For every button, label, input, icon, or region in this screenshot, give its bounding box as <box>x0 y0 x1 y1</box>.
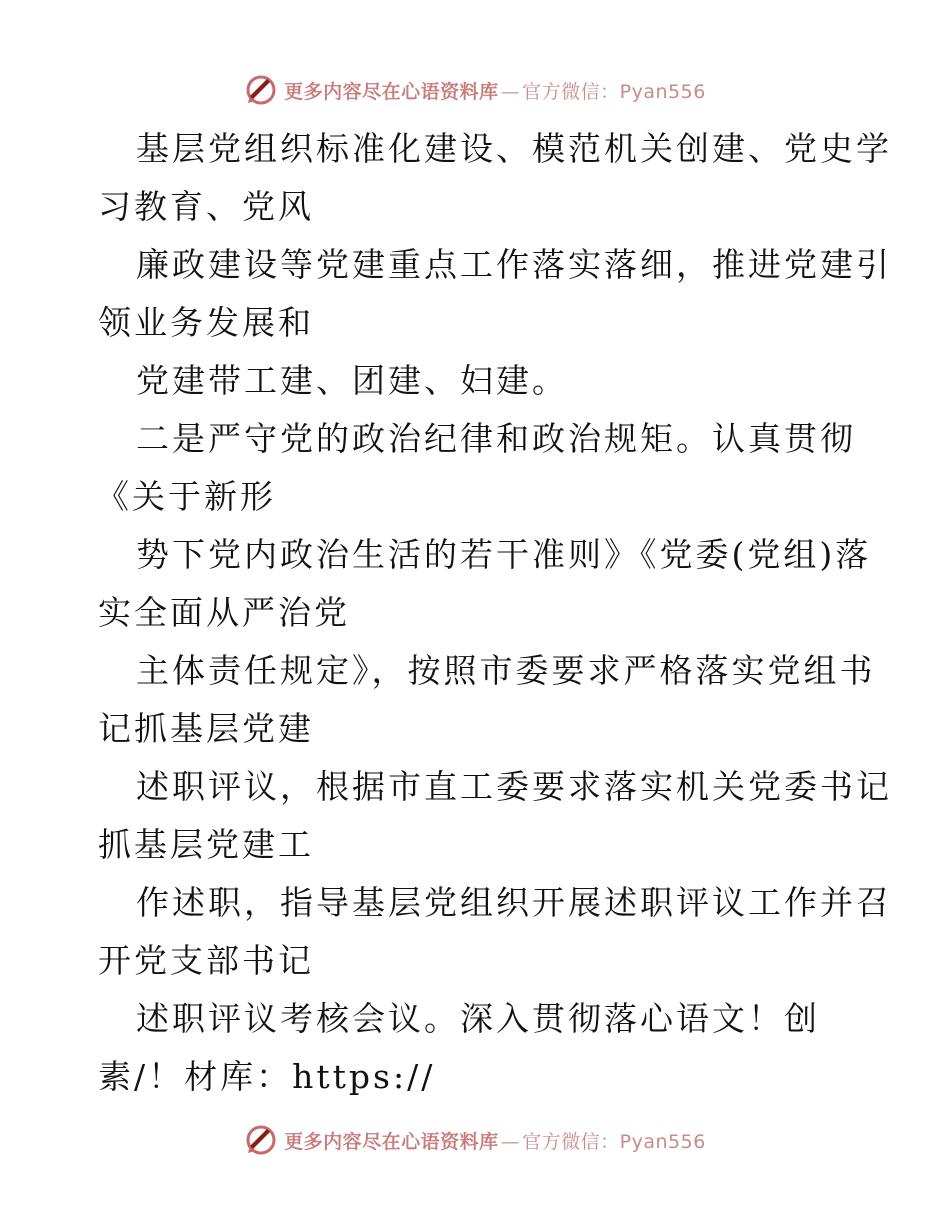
footer-watermark <box>0 1120 950 1160</box>
text-line: 主体责任规定》，按照市委要求严格落实党组书 <box>136 651 876 690</box>
watermark-dash: — <box>500 80 521 103</box>
watermark-brand: 更多内容尽在心语资料库 <box>284 1130 499 1153</box>
watermark-text <box>284 77 706 104</box>
quill-pen-logo-icon <box>244 73 278 107</box>
text-line: 开党支部书记 <box>98 941 314 980</box>
text-line: 记抓基层党建 <box>98 709 314 748</box>
watermark-text <box>284 1127 706 1154</box>
body-text <box>96 120 892 1106</box>
text-line: 述职评议，根据市直工委要求落实机关党委书记 <box>136 767 892 806</box>
text-line: 基层党组织标准化建设、模范机关创建、党史学 <box>136 129 892 168</box>
text-line: 《关于新形 <box>96 477 276 516</box>
watermark-brand: 更多内容尽在心语资料库 <box>284 80 499 103</box>
text-line: 习教育、党风 <box>98 187 314 226</box>
watermark-suffix: 官方微信：Pyan556 <box>522 80 706 103</box>
text-line: 实全面从严治党 <box>98 593 350 632</box>
text-line: 抓基层党建工 <box>98 825 314 864</box>
watermark-dash: — <box>500 1130 521 1153</box>
quill-pen-logo-icon <box>244 1123 278 1157</box>
watermark-suffix: 官方微信：Pyan556 <box>522 1130 706 1153</box>
text-line: 领业务发展和 <box>98 303 314 342</box>
text-line: 二是严守党的政治纪律和政治规矩。认真贯彻 <box>136 419 856 458</box>
text-line: 述职评议考核会议。深入贯彻落心语文！创 <box>136 999 820 1038</box>
text-line: 作述职，指导基层党组织开展述职评议工作并召 <box>136 883 892 922</box>
text-line: 廉政建设等党建重点工作落实落细，推进党建引 <box>136 245 892 284</box>
text-line: 党建带工建、团建、妇建。 <box>136 361 568 400</box>
header-watermark <box>0 70 950 110</box>
text-line: 素/！材库：https:// <box>98 1057 436 1096</box>
text-line: 势下党内政治生活的若干准则》《党委(党组)落 <box>136 535 872 574</box>
